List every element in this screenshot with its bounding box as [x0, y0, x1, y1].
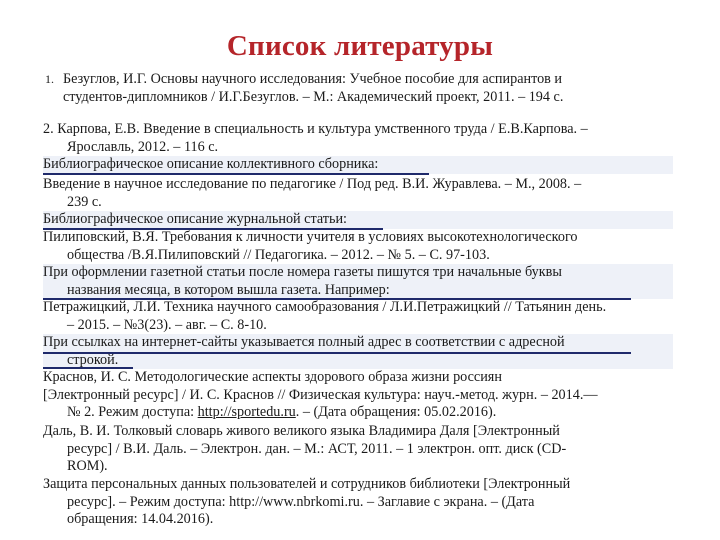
- reference-item-1: [45, 70, 685, 106]
- reference-text: ресурс] / В.И. Даль. – Электрон. дан. – М.: АСТ, 2011. – 1 электрон. опт. диск (CD-: [67, 440, 567, 457]
- section-heading: Библиографическое описание коллективного сборника:: [43, 156, 379, 172]
- note-text: строкой.: [43, 352, 673, 370]
- reference-text: общества /В.Я.Пилиповский // Педагогика. – 2012. – № 5. – С. 97-103.: [67, 246, 490, 263]
- reference-text: . – (Дата обращения: 05.02.2016).: [295, 404, 497, 420]
- note-text: При ссылках на интернет-сайты указывается полный адрес в соответствии с адресной: [43, 334, 673, 352]
- reference-text: [Электронный ресурс] / И. С. Краснов // Физическая культура: науч.-метод. журн. – 2014.—: [43, 386, 598, 403]
- page-title: Список литературы: [226, 30, 494, 62]
- reference-text: ресурс]. – Режим доступа: http://www.nbrkomi.ru. – Заглавие с экрана. – (Дата: [67, 493, 535, 510]
- reference-text: Ярославль, 2012. – 116 с.: [67, 138, 219, 155]
- reference-item-8: [43, 476, 673, 529]
- reference-text: Введение в научное исследование по педагогике / Под ред. В.И. Журавлева. – М., 2008. –: [43, 176, 582, 192]
- reference-item-7: [43, 423, 673, 476]
- reference-text: ROM).: [67, 458, 108, 474]
- note-newspaper: [43, 264, 673, 299]
- reference-item-2: [43, 121, 673, 156]
- section-heading: Библиографическое описание журнальной статьи:: [43, 211, 347, 227]
- reference-text: Безуглов, И.Г. Основы научного исследования: Учебное пособие для аспирантов и: [63, 71, 563, 87]
- reference-text: Даль, В. И. Толковый словарь живого великого языка Владимира Даля [Электронный: [43, 423, 560, 439]
- heading-underline: [43, 173, 429, 175]
- reference-text: 2. Карпова, Е.В. Введение в специальность и культура умственного труда / Е.В.Карпова. –: [43, 121, 588, 137]
- reference-text: обращения: 14.04.2016).: [67, 511, 214, 527]
- reference-item-4: [43, 229, 673, 264]
- note-text: При оформлении газетной статьи после номера газеты пишутся три начальные буквы: [43, 264, 673, 282]
- sportedu-link[interactable]: http://sportedu.ru: [197, 404, 296, 420]
- reference-item-5: [43, 299, 673, 334]
- reference-text: 239 с.: [67, 193, 102, 210]
- item-number: 1.: [45, 72, 54, 86]
- reference-text: студентов-дипломников / И.Г.Безуглов. – М.: Академический проект, 2011. – 194 с.: [63, 89, 564, 105]
- heading-underline: [43, 352, 631, 354]
- reference-text: Краснов, И. С. Методологические аспекты здорового образа жизни россиян: [43, 369, 502, 385]
- reference-text: № 2. Режим доступа:: [67, 404, 198, 420]
- reference-text: Петражицкий, Л.И. Техника научного самообразования / Л.И.Петражицкий // Татьянин день.: [43, 299, 607, 315]
- reference-item-6: [43, 369, 673, 422]
- reference-text: – 2015. – №3(23). – авг. – С. 8-10.: [67, 316, 267, 333]
- reference-text: Пилиповский, В.Я. Требования к личности учителя в условиях высокотехнологического: [43, 229, 578, 245]
- note-text: названия месяца, в котором вышла газета. Например:: [43, 282, 673, 300]
- reference-text: Защита персональных данных пользователей и сотрудников библиотеки [Электронный: [43, 476, 571, 492]
- section-heading-journal: [43, 211, 673, 229]
- reference-item-3: [43, 176, 673, 211]
- section-heading-collection: [43, 156, 673, 174]
